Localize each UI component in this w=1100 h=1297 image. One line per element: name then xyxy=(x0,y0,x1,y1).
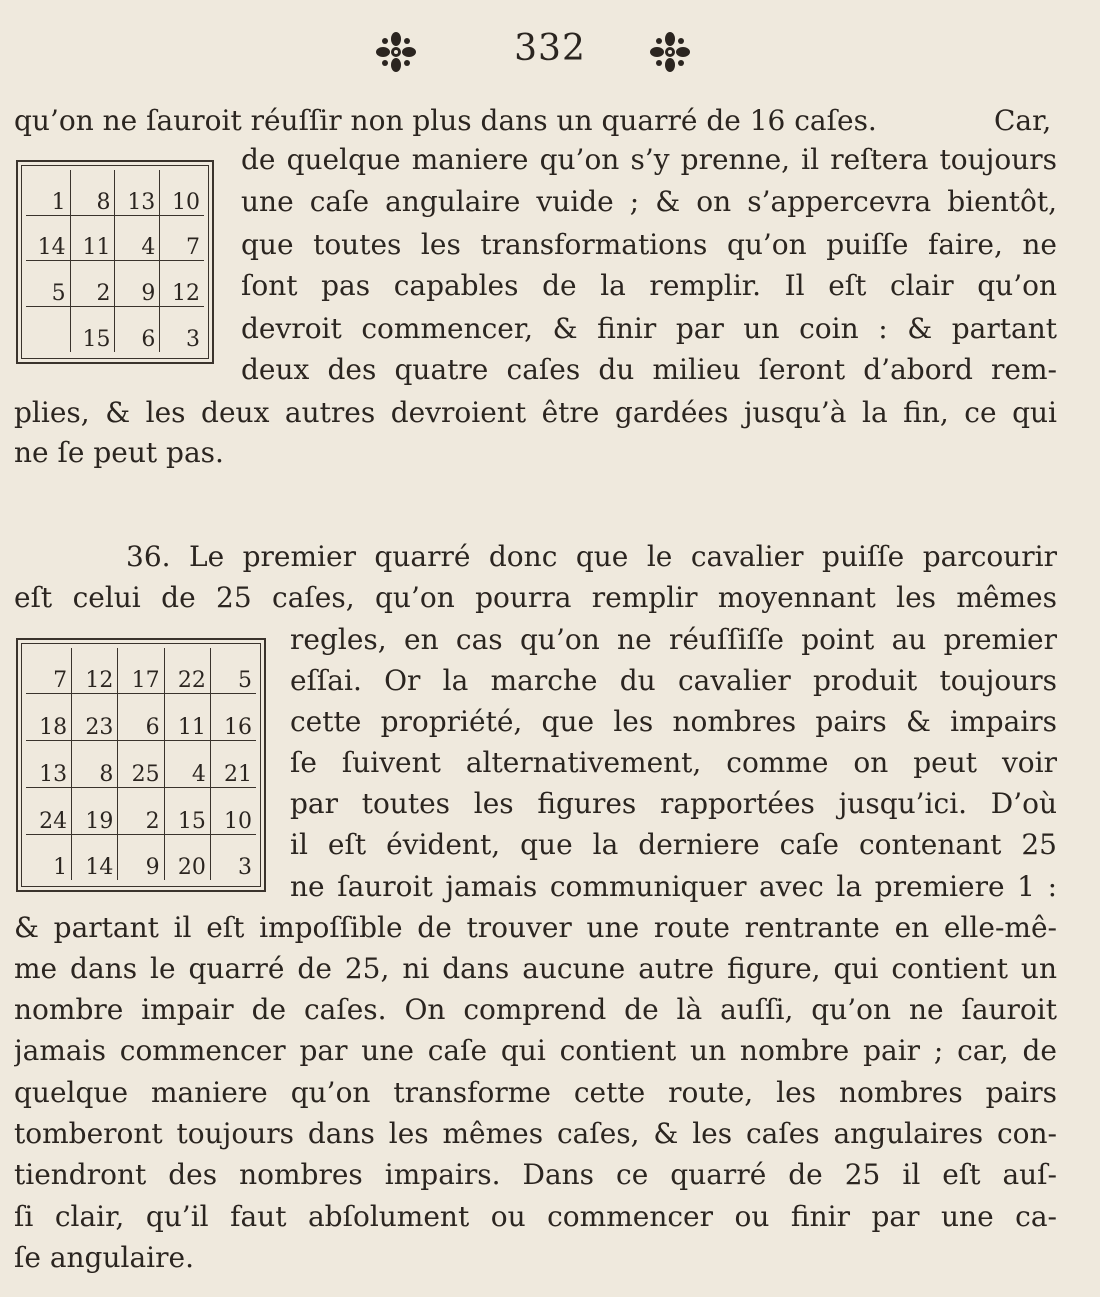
magic-square-16 xyxy=(26,170,204,352)
table-row xyxy=(26,307,204,352)
table-cell: 16 xyxy=(210,694,256,741)
page-header xyxy=(0,22,1100,78)
text-line: que toutes les transformations qu’on puiſſe faire, ne xyxy=(241,228,1057,261)
table-cell: 1 xyxy=(26,170,70,215)
table-cell: 25 xyxy=(118,741,164,788)
text-line: quelque maniere qu’on transforme cette route, les nombres pairs xyxy=(14,1076,1057,1109)
text-line: par toutes les figures rapportées jusqu’ici. D’où xyxy=(290,787,1057,820)
fleuron-ornament-icon xyxy=(374,30,418,74)
table-cell: 20 xyxy=(164,834,210,880)
fleuron-ornament-icon xyxy=(648,30,692,74)
table-cell: 6 xyxy=(115,307,160,352)
table-cell: 6 xyxy=(118,694,164,741)
table-cell: 10 xyxy=(210,787,256,834)
table-cell xyxy=(26,307,70,352)
table-cell: 13 xyxy=(26,741,72,788)
table-cell: 7 xyxy=(160,215,204,261)
table-cell: 9 xyxy=(118,834,164,880)
table-row xyxy=(26,834,256,880)
text-line: eſt celui de 25 caſes, qu’on pourra remplir moyennant les mêmes xyxy=(14,581,1057,614)
table-cell: 18 xyxy=(26,694,72,741)
table-cell: 8 xyxy=(70,170,115,215)
table-cell: 22 xyxy=(164,648,210,694)
text-line: ſe angulaire. xyxy=(14,1241,194,1274)
text-line: nombre impair de caſes. On comprend de là auſſi, qu’on ne ſauroit xyxy=(14,993,1057,1026)
text-line: devroit commencer, & finir par un coin : & partant xyxy=(241,312,1057,345)
text-line: Car, xyxy=(994,104,1052,137)
table-cell: 8 xyxy=(72,741,118,788)
table-cell: 15 xyxy=(70,307,115,352)
table-cell: 5 xyxy=(210,648,256,694)
table-cell: 17 xyxy=(118,648,164,694)
table-row xyxy=(26,261,204,307)
text-line: me dans le quarré de 25, ni dans aucune autre figure, qui contient un xyxy=(14,952,1057,985)
magic-square-25 xyxy=(26,648,256,880)
table-cell: 14 xyxy=(72,834,118,880)
table-cell: 12 xyxy=(72,648,118,694)
text-line: il eſt évident, que la derniere caſe contenant 25 xyxy=(290,828,1057,861)
text-line: regles, en cas qu’on ne réuſſiſſe point au premier xyxy=(290,623,1057,656)
table-cell: 3 xyxy=(238,855,252,880)
text-line: tiendront des nombres impairs. Dans ce quarré de 25 il eſt auſ- xyxy=(14,1158,1057,1191)
table-cell: 19 xyxy=(72,787,118,834)
table-cell: 4 xyxy=(115,215,160,261)
table-cell: 11 xyxy=(70,215,115,261)
table-row xyxy=(26,694,256,741)
text-line: ſont pas capables de la remplir. Il eſt clair qu’on xyxy=(241,269,1057,302)
page-number: 332 xyxy=(514,28,586,69)
table-cell: 12 xyxy=(160,261,204,307)
text-line: de quelque maniere qu’on s’y prenne, il reſtera toujours xyxy=(241,143,1057,176)
table-row xyxy=(26,648,256,694)
text-line: ſe ſuivent alternativement, comme on peut voir xyxy=(290,746,1057,779)
table-cell: 14 xyxy=(26,215,70,261)
table-cell: 23 xyxy=(72,694,118,741)
table-cell: 13 xyxy=(115,170,160,215)
text-line: tomberont toujours dans les mêmes caſes, & les caſes angulaires con- xyxy=(14,1117,1057,1150)
text-line: & partant il eſt impoſſible de trouver une route rentrante en elle-mê- xyxy=(14,911,1057,944)
table-cell: 21 xyxy=(210,741,256,788)
table-row xyxy=(26,215,204,261)
text-line: cette propriété, que les nombres pairs & impairs xyxy=(290,705,1057,738)
table-cell: 5 xyxy=(26,261,70,307)
text-line: 36. Le premier quarré donc que le cavalier puiſſe parcourir xyxy=(126,540,1057,573)
text-line: jamais commencer par une caſe qui contient un nombre pair ; car, de xyxy=(14,1034,1057,1067)
text-line: eſſai. Or la marche du cavalier produit toujours xyxy=(290,664,1057,697)
table-row xyxy=(26,170,204,215)
text-line: plies, & les deux autres devroient être gardées jusqu’à la fin, ce qui xyxy=(14,396,1057,429)
text-line: deux des quatre caſes du milieu ſeront d’abord rem- xyxy=(241,353,1057,386)
table-cell: 1 xyxy=(26,834,72,880)
text-line: ſi clair, qu’il faut abſolument ou commencer ou finir par une ca- xyxy=(14,1200,1057,1233)
table-cell: 3 xyxy=(186,327,200,352)
text-line: ne ſe peut pas. xyxy=(14,436,224,469)
table-row xyxy=(26,787,256,834)
table-cell: 15 xyxy=(164,787,210,834)
table-cell: 10 xyxy=(160,170,204,215)
table-cell: 4 xyxy=(164,741,210,788)
text-line: ne ſauroit jamais communiquer avec la premiere 1 : xyxy=(290,870,1057,903)
table-row xyxy=(26,741,256,788)
table-cell: 7 xyxy=(26,648,72,694)
table-cell: 24 xyxy=(26,787,72,834)
text-line: qu’on ne ſauroit réuſſir non plus dans un quarré de 16 caſes. xyxy=(14,104,877,137)
table-cell: 2 xyxy=(70,261,115,307)
table-cell: 2 xyxy=(118,787,164,834)
text-line: une caſe angulaire vuide ; & on s’appercevra bientôt, xyxy=(241,185,1057,218)
table-cell: 11 xyxy=(164,694,210,741)
table-cell: 9 xyxy=(115,261,160,307)
